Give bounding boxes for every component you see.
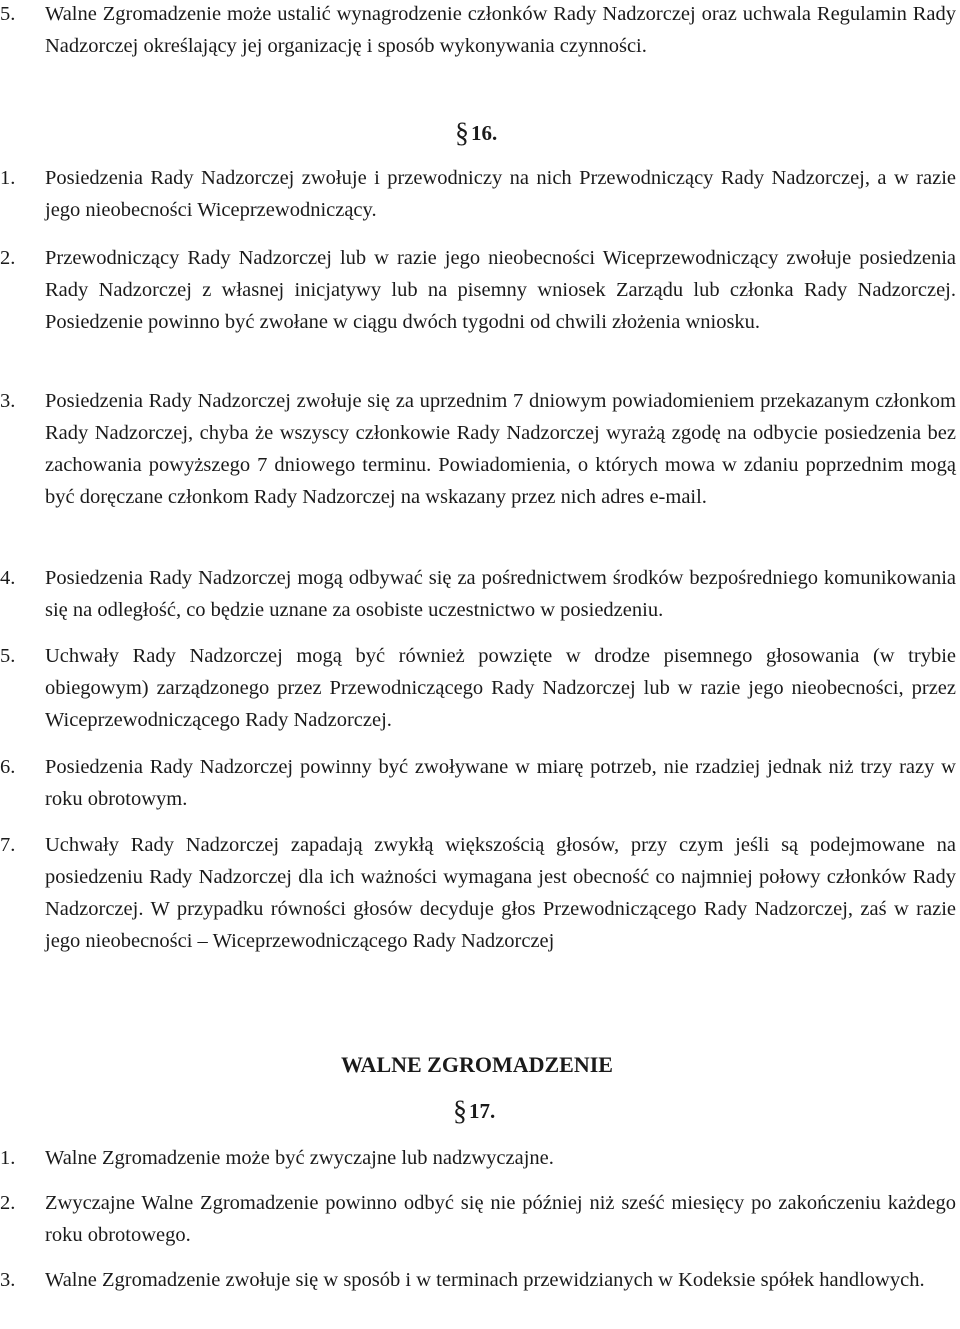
list-item xyxy=(0,1142,956,1174)
item-text: Uchwały Rady Nadzorczej zapadają zwykłą większością głosów, przy czym jeśli są podejmowane na posiedzeniu Rady Nadzorczej dla ich ważności wymagana jest obecność co najmniej połowy członków Rady Nadzorczej. W przypadku równości głosów decyduje głos Przewodniczącego Rady Nadzorczej, zaś w razie jego nieobecności – Wiceprzewodniczącego Rady Nadzorczej xyxy=(45,834,956,952)
list-item xyxy=(0,385,956,513)
section-sign: § xyxy=(455,118,469,149)
item-text: Posiedzenia Rady Nadzorczej zwołuje i przewodniczy na nich Przewodniczący Rady Nadzorczej, a w razie jego nieobecności Wiceprzewodniczący. xyxy=(45,167,956,221)
item-text: Walne Zgromadzenie może być zwyczajne lub nadzwyczajne. xyxy=(45,1147,554,1169)
item-number: 2. xyxy=(0,247,16,269)
item-number: 5. xyxy=(0,645,16,667)
item-number: 4. xyxy=(0,567,16,589)
item-number: 2. xyxy=(0,1192,16,1214)
list-item xyxy=(0,829,956,957)
section-16-heading xyxy=(455,118,497,149)
section-sign: § xyxy=(453,1096,467,1127)
item-text: Przewodniczący Rady Nadzorczej lub w razie jego nieobecności Wiceprzewodniczący zwołuje posiedzenia Rady Nadzorczej z własnej inicjatywy lub na pisemny wniosek Zarządu lub członka Rady Nadzorczej. Posiedzenie powinno być zwołane w ciągu dwóch tygodni od chwili złożenia wniosku. xyxy=(45,247,956,333)
list-item xyxy=(0,0,956,62)
item-text: Walne Zgromadzenie zwołuje się w sposób i w terminach przewidzianych w Kodeksie spółek handlowych. xyxy=(45,1269,925,1291)
chapter-heading: WALNE ZGROMADZENIE xyxy=(341,1052,613,1077)
list-item xyxy=(0,1187,956,1251)
list-item xyxy=(0,562,956,626)
list-item xyxy=(0,1264,956,1296)
section-number: 17. xyxy=(469,1099,496,1123)
item-text: Zwyczajne Walne Zgromadzenie powinno odbyć się nie później niż sześć miesięcy po zakończeniu każdego roku obrotowego. xyxy=(45,1192,956,1246)
item-text: Posiedzenia Rady Nadzorczej mogą odbywać się za pośrednictwem środków bezpośredniego komunikowania się na odległość, co będzie uznane za osobiste uczestnictwo w posiedzeniu. xyxy=(45,567,956,621)
list-item xyxy=(0,751,956,815)
item-text: Posiedzenia Rady Nadzorczej zwołuje się za uprzednim 7 dniowym powiadomieniem przekazanym członkom Rady Nadzorczej, chyba że wszyscy członkowie Rady Nadzorczej wyrażą zgodę na odbycie posiedzenia bez zachowania powyższego 7 dniowego terminu. Powiadomienia, o których mowa w zdaniu poprzednim mogą być doręczane członkom Rady Nadzorczej na wskazany przez nich adres e-mail. xyxy=(45,390,956,508)
item-text: Uchwały Rady Nadzorczej mogą być również powzięte w drodze pisemnego głosowania (w trybie obiegowym) zarządzonego przez Przewodniczącego Rady Nadzorczej lub w razie jego nieobecności, przez Wiceprzewodniczącego Rady Nadzorczej. xyxy=(45,645,956,731)
item-number: 7. xyxy=(0,834,16,856)
section-17-heading xyxy=(453,1096,495,1127)
item-text: Posiedzenia Rady Nadzorczej powinny być zwoływane w miarę potrzeb, nie rzadziej jednak niż trzy razy w roku obrotowym. xyxy=(45,756,956,810)
item-number: 1. xyxy=(0,1147,16,1169)
item-number: 6. xyxy=(0,756,16,778)
list-item xyxy=(0,162,956,226)
list-item xyxy=(0,640,956,736)
item-number: 3. xyxy=(0,390,16,412)
item-number: 3. xyxy=(0,1269,16,1291)
list-item xyxy=(0,242,956,338)
section-number: 16. xyxy=(471,121,498,145)
item-number: 1. xyxy=(0,167,16,189)
item-text: Walne Zgromadzenie może ustalić wynagrodzenie członków Rady Nadzorczej oraz uchwala Regulamin Rady Nadzorczej określający jej organizację i sposób wykonywania czynności. xyxy=(45,3,956,57)
item-number: 5. xyxy=(0,3,16,25)
